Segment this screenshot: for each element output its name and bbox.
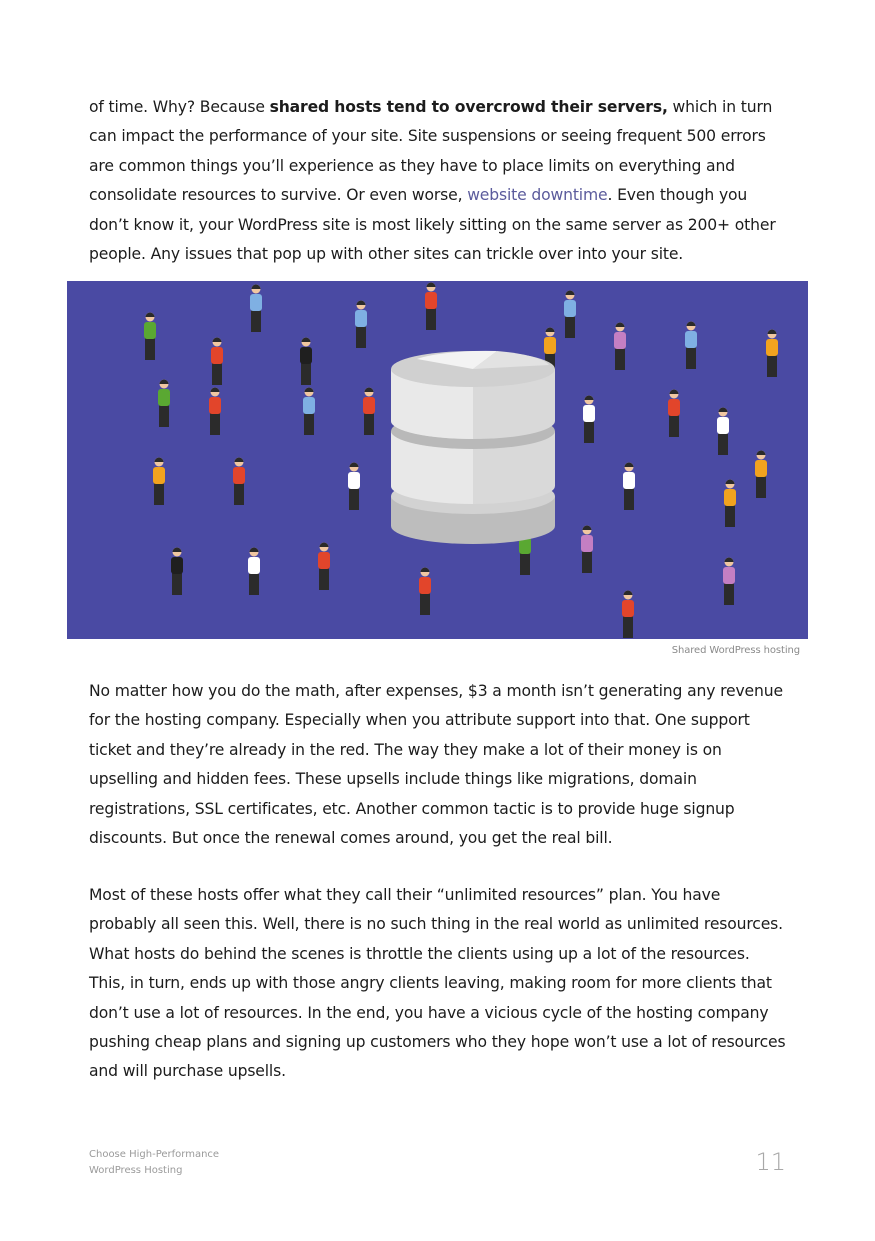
website-downtime-link[interactable]: website downtime bbox=[467, 186, 608, 205]
footer-line-2: WordPress Hosting bbox=[89, 1165, 183, 1176]
p1-text-a: of time. Why? Because bbox=[89, 98, 270, 116]
footer-title bbox=[89, 1147, 219, 1179]
figure-caption: Shared WordPress hosting bbox=[671, 645, 800, 656]
shared-hosting-illustration bbox=[67, 281, 808, 639]
paragraph-revenue: No matter how you do the math, after expenses, $3 a month isn’t generating any revenue for the hosting company. Especially when you attribute support into that. One support ticket and they’re already in the red. The way they make a lot of their money is on upselling and hidden fees. These upsells include things like migrations, domain registrations, SSL certificates, etc. Another common tactic is to provide huge signup discounts. But once the renewal comes around, you get the real bill. bbox=[89, 682, 783, 848]
paragraph-shared-hosts bbox=[89, 93, 789, 269]
p1-text-b: which in turn can impact the performance of your site. Site suspensions or seeing frequent 500 errors are common things you’ll experience as they have to place limits on everything and consolidate resources to survive. Or even worse, bbox=[89, 98, 773, 205]
illustration-svg bbox=[67, 281, 808, 639]
database-icon bbox=[391, 351, 555, 544]
p1-text-c: . Even though you don’t know it, your WordPress site is most likely sitting on the same server as 200+ other people. Any issues that pop up with other sites can trickle over into your site. bbox=[89, 186, 776, 264]
footer-line-1: Choose High-Performance bbox=[89, 1149, 220, 1160]
p1-bold-text: shared hosts tend to overcrowd their servers, bbox=[269, 98, 668, 116]
page-number: 11 bbox=[755, 1148, 786, 1176]
paragraph-unlimited-resources: Most of these hosts offer what they call their “unlimited resources” plan. You have probably all seen this. Well, there is no such thing in the real world as unlimited resources. What hosts do behind the scenes is throttle the clients using up a lot of the resources. This, in turn, ends up with those angry clients leaving, making room for more clients that don’t use a lot of resources. In the end, you have a vicious cycle of the hosting company pushing cheap plans and signing up customers who they hope won’t use a lot of resources and will purchase upsells. bbox=[89, 886, 786, 1081]
